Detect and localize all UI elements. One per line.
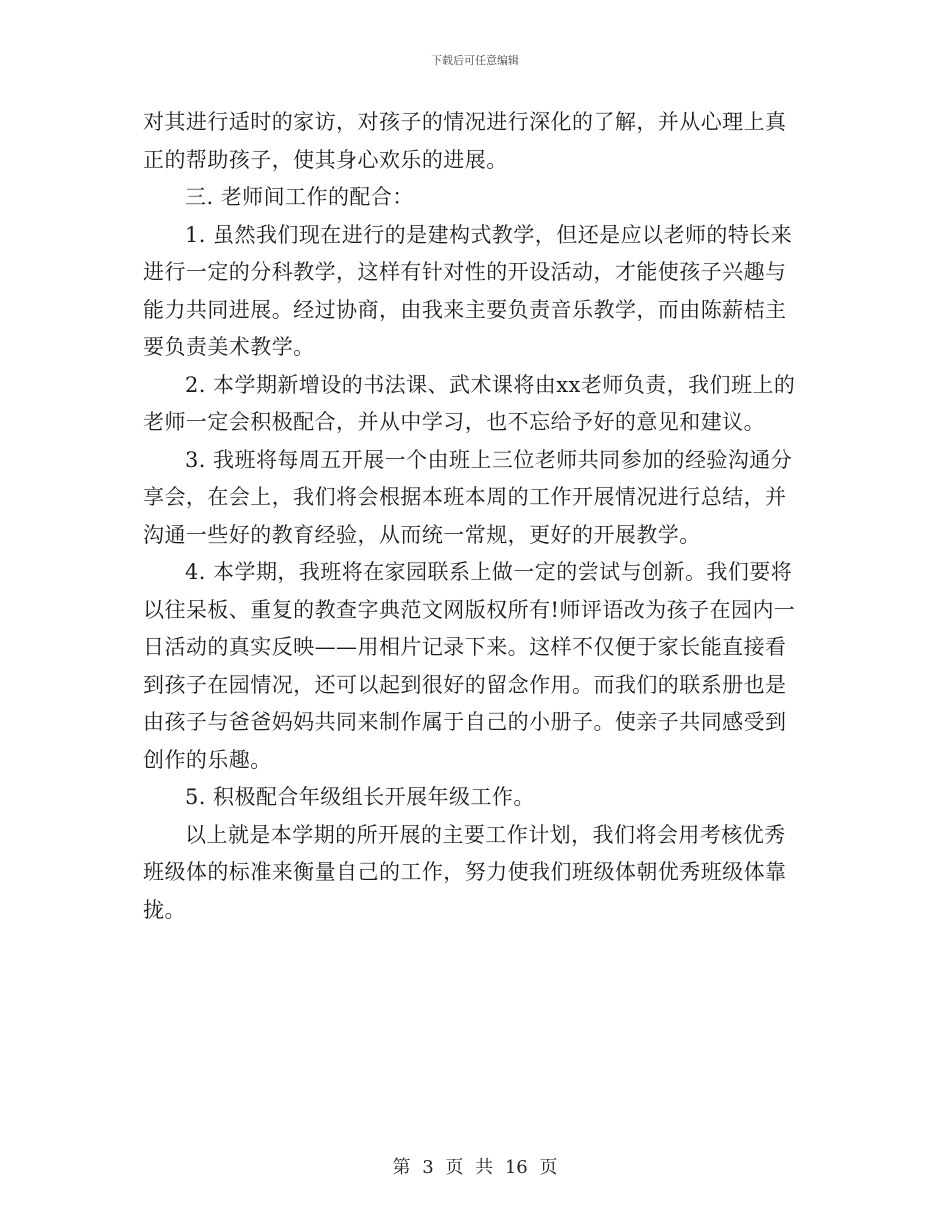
section-heading: 三. 老师间工作的配合： [185,185,414,209]
paragraph: 4. 本学期，我班将在家园联系上做一定的尝试与创新。我们要将以往呆板、重复的教查字典范文网版权所有!师评语改为孩子在园内一日活动的真实反映——用相片记录下来。这样不仅便于家长能直接看到孩子在园情况，还可以起到很好的留念作用。而我们的联系册也是由孩子与爸爸妈妈共同来制作属于自己的小册子。使亲子共同感受到创作的乐趣。 [143,560,796,772]
paragraph: 5. 积极配合年级组长开展年级工作。 [185,785,535,809]
page-header: 下载后可任意编辑 [431,54,519,67]
page-number-footer: 第 3 页 共 16 页 [392,1157,558,1178]
paragraph: 以上就是本学期的所开展的主要工作计划，我们将会用考核优秀班级体的标准来衡量自己的工作，努力使我们班级体朝优秀班级体靠拢。 [143,822,787,922]
paragraph: 3. 我班将每周五开展一个由班上三位老师共同参加的经验沟通分享会，在会上，我们将会根据本班本周的工作开展情况进行总结，并沟通一些好的教育经验，从而统一常规，更好的开展教学。 [143,447,793,547]
paragraph: 1. 虽然我们现在进行的是建构式教学，但还是应以老师的特长来进行一定的分科教学，这样有针对性的开设活动，才能使孩子兴趣与能力共同进展。经过协商，由我来主要负责音乐教学，而由陈薪桔主要负责美术教学。 [143,222,793,359]
paragraph: 2. 本学期新增设的书法课、武术课将由xx老师负责，我们班上的老师一定会积极配合，并从中学习，也不忘给予好的意见和建议。 [143,372,796,434]
document-body [143,104,807,929]
paragraph: 对其进行适时的家访，对孩子的情况进行深化的了解，并从心理上真正的帮助孩子，使其身心欢乐的进展。 [143,110,787,172]
